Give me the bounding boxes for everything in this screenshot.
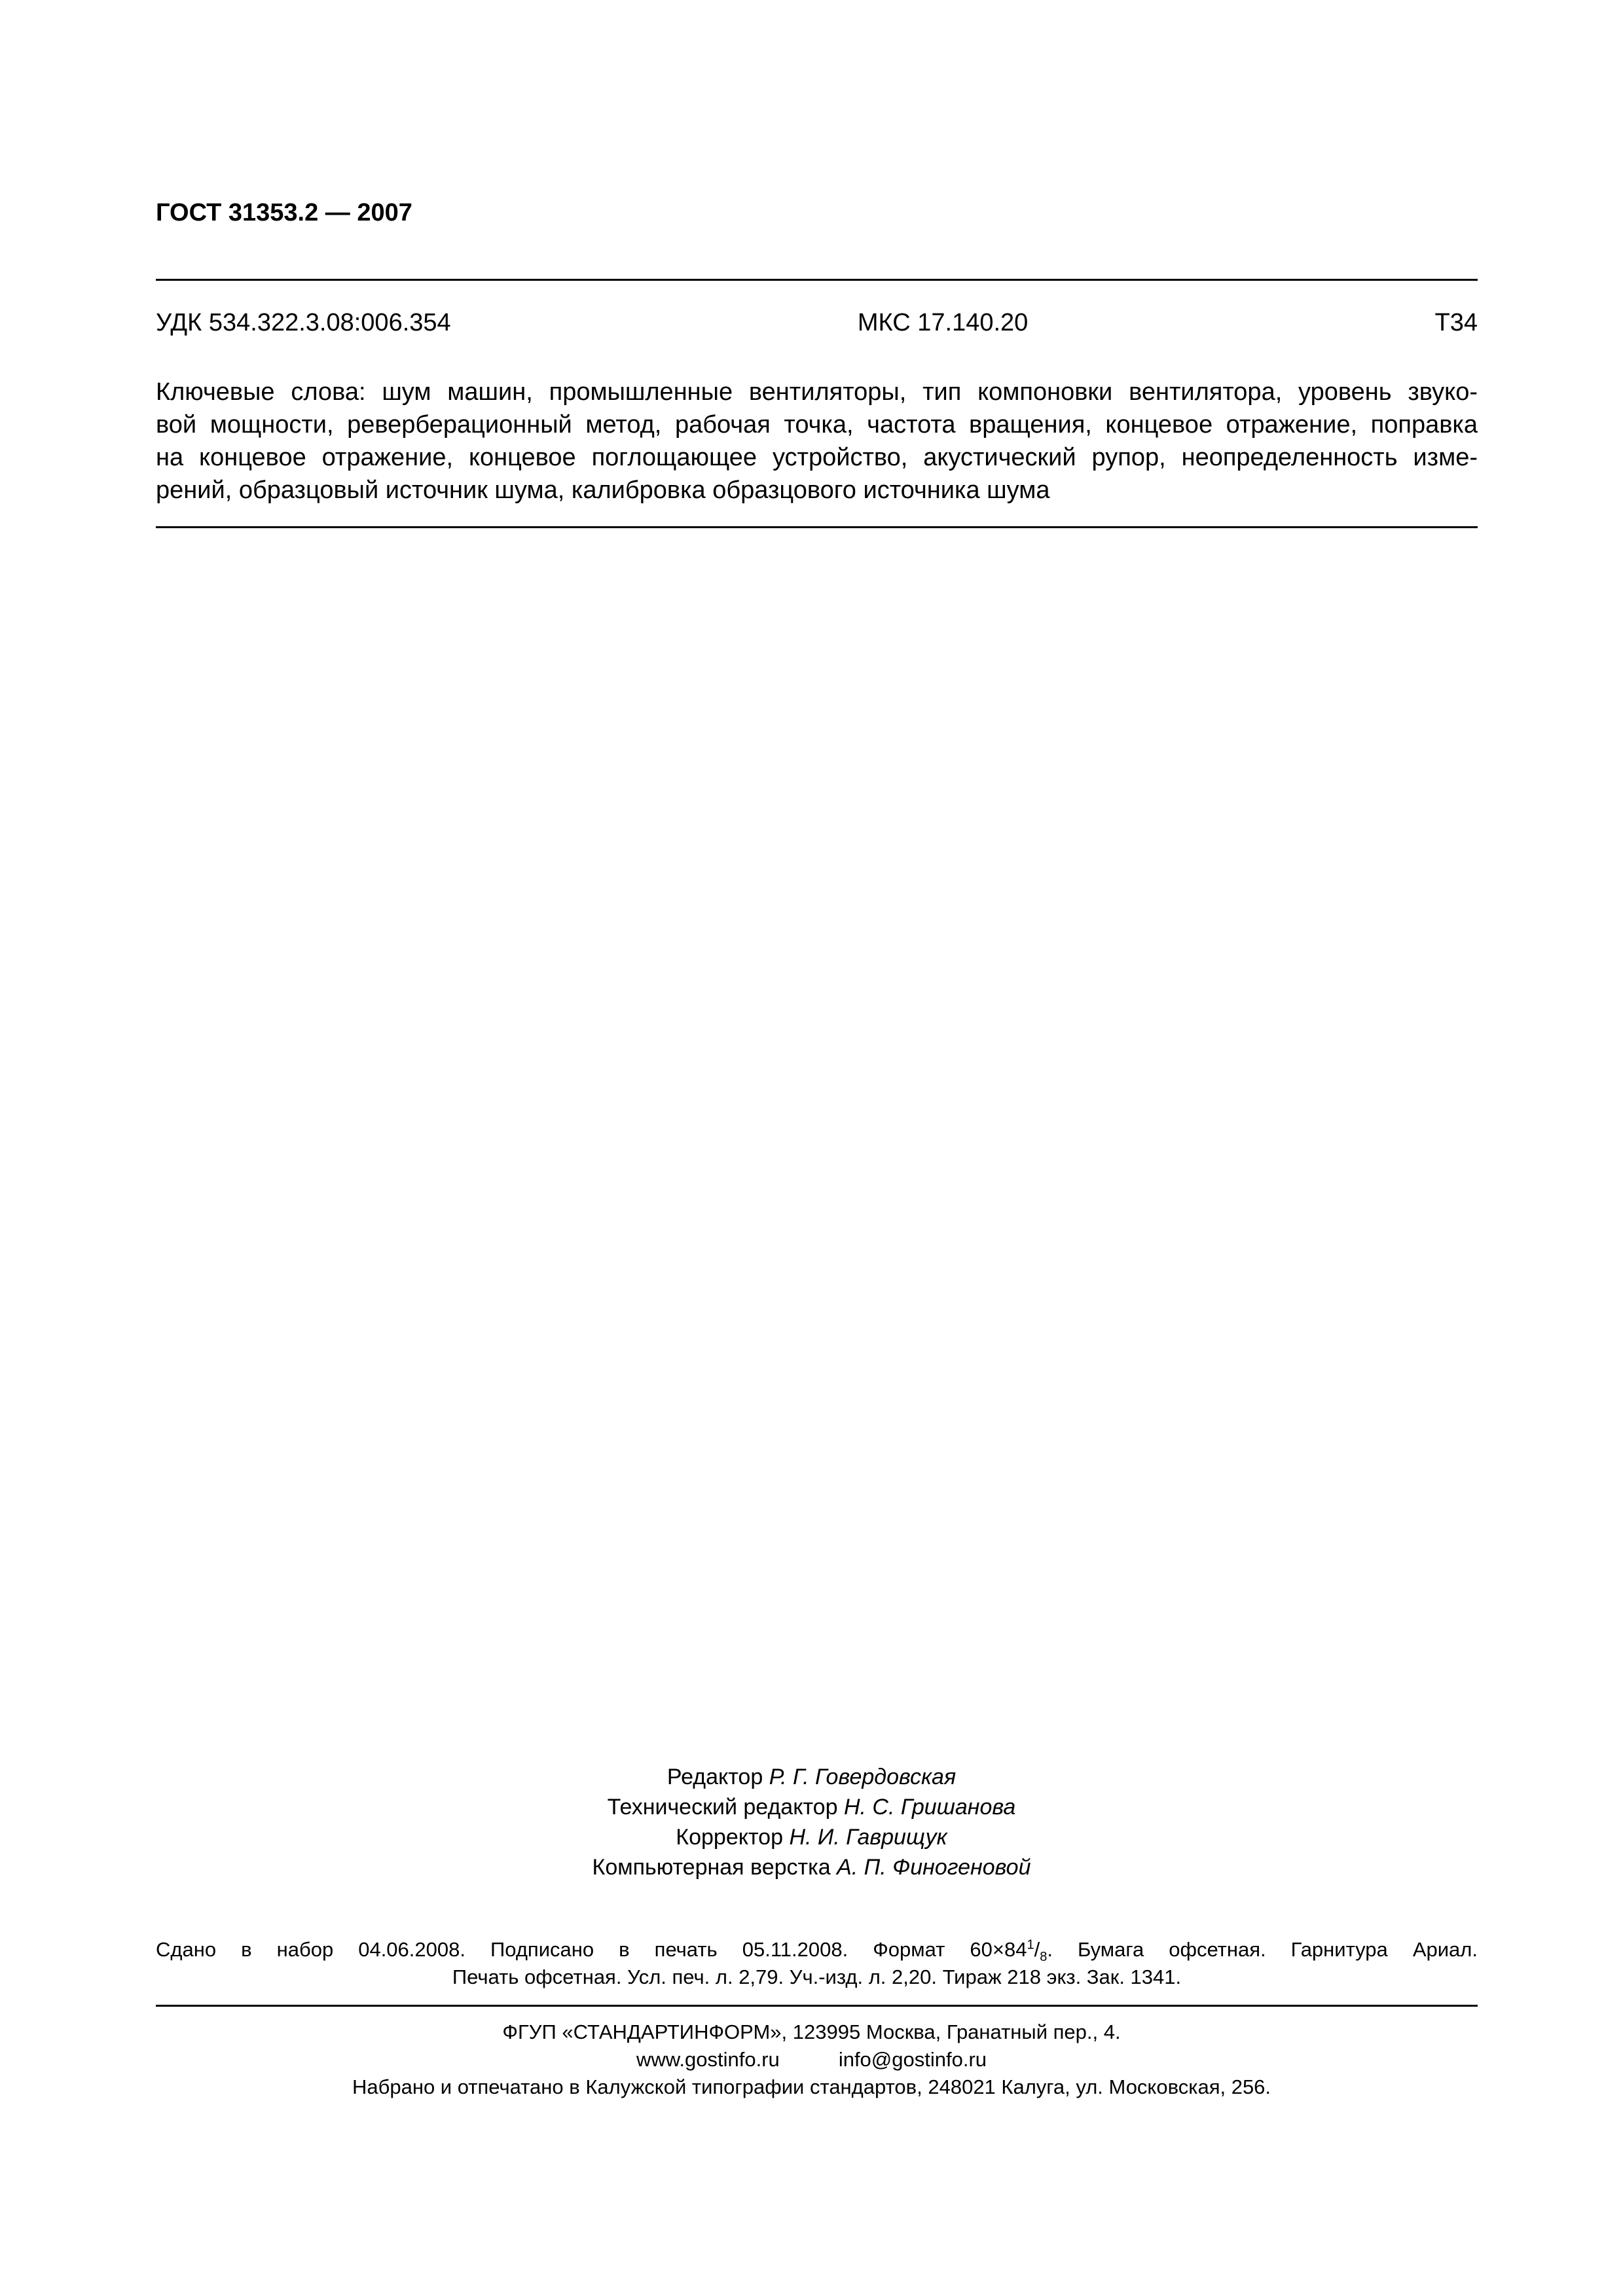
category-code: Т34 [1434, 309, 1478, 336]
print-info [156, 1936, 1478, 1991]
publisher-website-link[interactable]: www.gostinfo.ru [636, 2048, 780, 2071]
staff-name: Р. Г. Говердовская [769, 1765, 957, 1789]
keywords-block [156, 376, 1478, 507]
publisher-address: ФГУП «СТАНДАРТИНФОРМ», 123995 Москва, Гранатный пер., 4. [502, 2020, 1121, 2043]
staff-name: Н. И. Гаврищук [789, 1825, 947, 1850]
document-id: ГОСТ 31353.2 — 2007 [156, 199, 412, 226]
print-dates-format: Сдано в набор 04.06.2008. Подписано в печать 05.11.2008. Формат 60×84 [156, 1938, 1027, 1961]
keywords-line: Ключевые слова: шум машин, промышленные вентиляторы, тип компоновки вентилятора, уровень звуко- [156, 378, 1478, 406]
staff-role: Корректор [676, 1825, 783, 1850]
top-divider [156, 279, 1478, 281]
keywords-line: рений, образцовый источник шума, калибровка образцового источника шума [156, 476, 1050, 504]
staff-role: Компьютерная верстка [592, 1855, 831, 1880]
staff-name: Н. С. Гришанова [843, 1795, 1016, 1820]
publisher-block [0, 2018, 1623, 2101]
format-fraction-denominator: 8 [1040, 1950, 1048, 1965]
format-fraction-separator: / [1034, 1938, 1040, 1961]
staff-role: Технический редактор [607, 1795, 838, 1820]
staff-name: А. П. Финогеновой [837, 1855, 1031, 1880]
keywords-line: на концевое отражение, концевое поглощающее устройство, акустический рупор, неопределенность изме- [156, 444, 1478, 471]
staff-role: Редактор [666, 1765, 763, 1789]
mks-code: МКС 17.140.20 [857, 309, 1029, 336]
keywords-line: вой мощности, реверберационный метод, рабочая точка, частота вращения, концевое отражение, поправка [156, 411, 1478, 439]
classification-row [156, 309, 1478, 337]
printing-house: Набрано и отпечатано в Калужской типографии стандартов, 248021 Калуга, ул. Московская, 256. [352, 2075, 1271, 2098]
print-info-line2: Печать офсетная. Усл. печ. л. 2,79. Уч.-изд. л. 2,20. Тираж 218 экз. Зак. 1341. [452, 1965, 1182, 1988]
publisher-email-link[interactable]: info@gostinfo.ru [838, 2048, 987, 2071]
staff-row [0, 1762, 1623, 1792]
udk-code: УДК 534.322.3.08:006.354 [156, 309, 451, 336]
staff-row [0, 1822, 1623, 1852]
paper-font-info: . Бумага офсетная. Гарнитура Ариал. [1047, 1938, 1478, 1961]
staff-row [0, 1852, 1623, 1882]
format-fraction-numerator: 1 [1027, 1937, 1034, 1952]
publisher-divider [156, 2005, 1478, 2007]
print-info-line1 [156, 1936, 1478, 1964]
staff-row [0, 1792, 1623, 1822]
staff-credits [0, 1762, 1623, 1882]
keywords-divider [156, 526, 1478, 528]
publisher-contacts [0, 2046, 1623, 2073]
